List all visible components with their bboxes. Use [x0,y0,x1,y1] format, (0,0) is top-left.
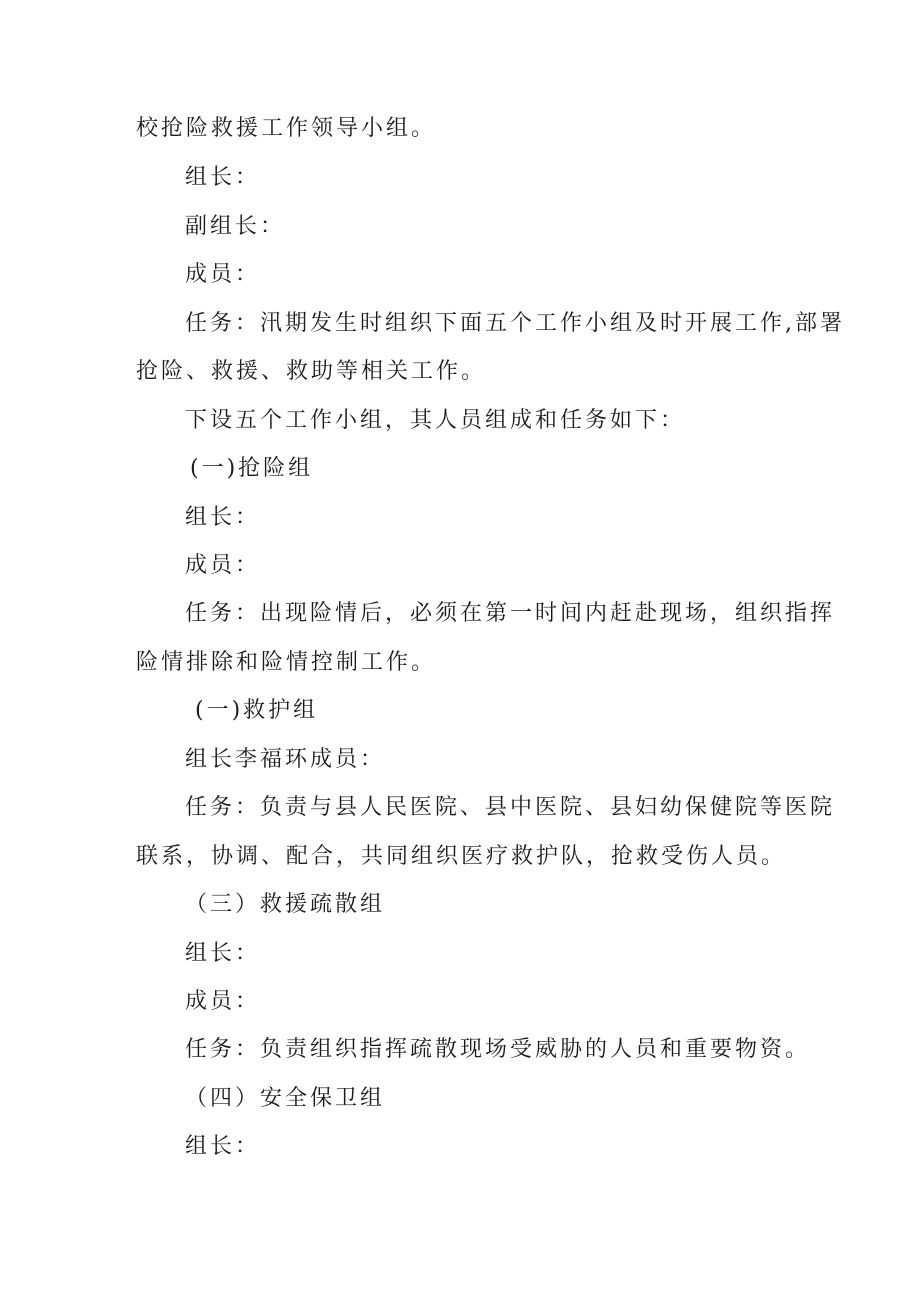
members-line: 成员： [185,989,261,1014]
leader-members-line: 组长李福环成员： [185,747,386,772]
task-continuation-line: 抢险、救援、救助等相关工作。 [136,359,487,384]
leader-line: 组长： [185,505,261,530]
intro-line: 下设五个工作小组，其人员组成和任务如下： [185,408,686,433]
section-heading-security: （四）安全保卫组 [185,1086,386,1111]
leader-line: 组长： [185,165,261,190]
deputy-leader-line: 副组长： [185,214,286,239]
section-heading-rescue: (一)抢险组 [190,456,314,481]
task-line: 任务：出现险情后，必须在第一时间内赶赴现场，组织指挥 [185,601,836,626]
leader-line: 组长： [185,1134,261,1159]
leader-line: 组长： [185,941,261,966]
task-line: 任务：负责与县人民医院、县中医院、县妇幼保健院等医院 [185,795,836,820]
task-continuation-line: 险情排除和险情控制工作。 [136,650,437,675]
members-line: 成员： [185,262,261,287]
section-heading-evacuation: （三）救援疏散组 [185,892,386,917]
body-text-line: 校抢险救援工作领导小组。 [136,116,437,141]
section-heading-medical: (一)救护组 [195,698,319,723]
task-line: 任务：负责组织指挥疏散现场受威胁的人员和重要物资。 [185,1037,811,1062]
task-line: 任务：汛期发生时组织下面五个工作小组及时开展工作,部署 [185,311,845,336]
task-continuation-line: 联系，协调、配合，共同组织医疗救护队，抢救受伤人员。 [136,844,787,869]
members-line: 成员： [185,553,261,578]
